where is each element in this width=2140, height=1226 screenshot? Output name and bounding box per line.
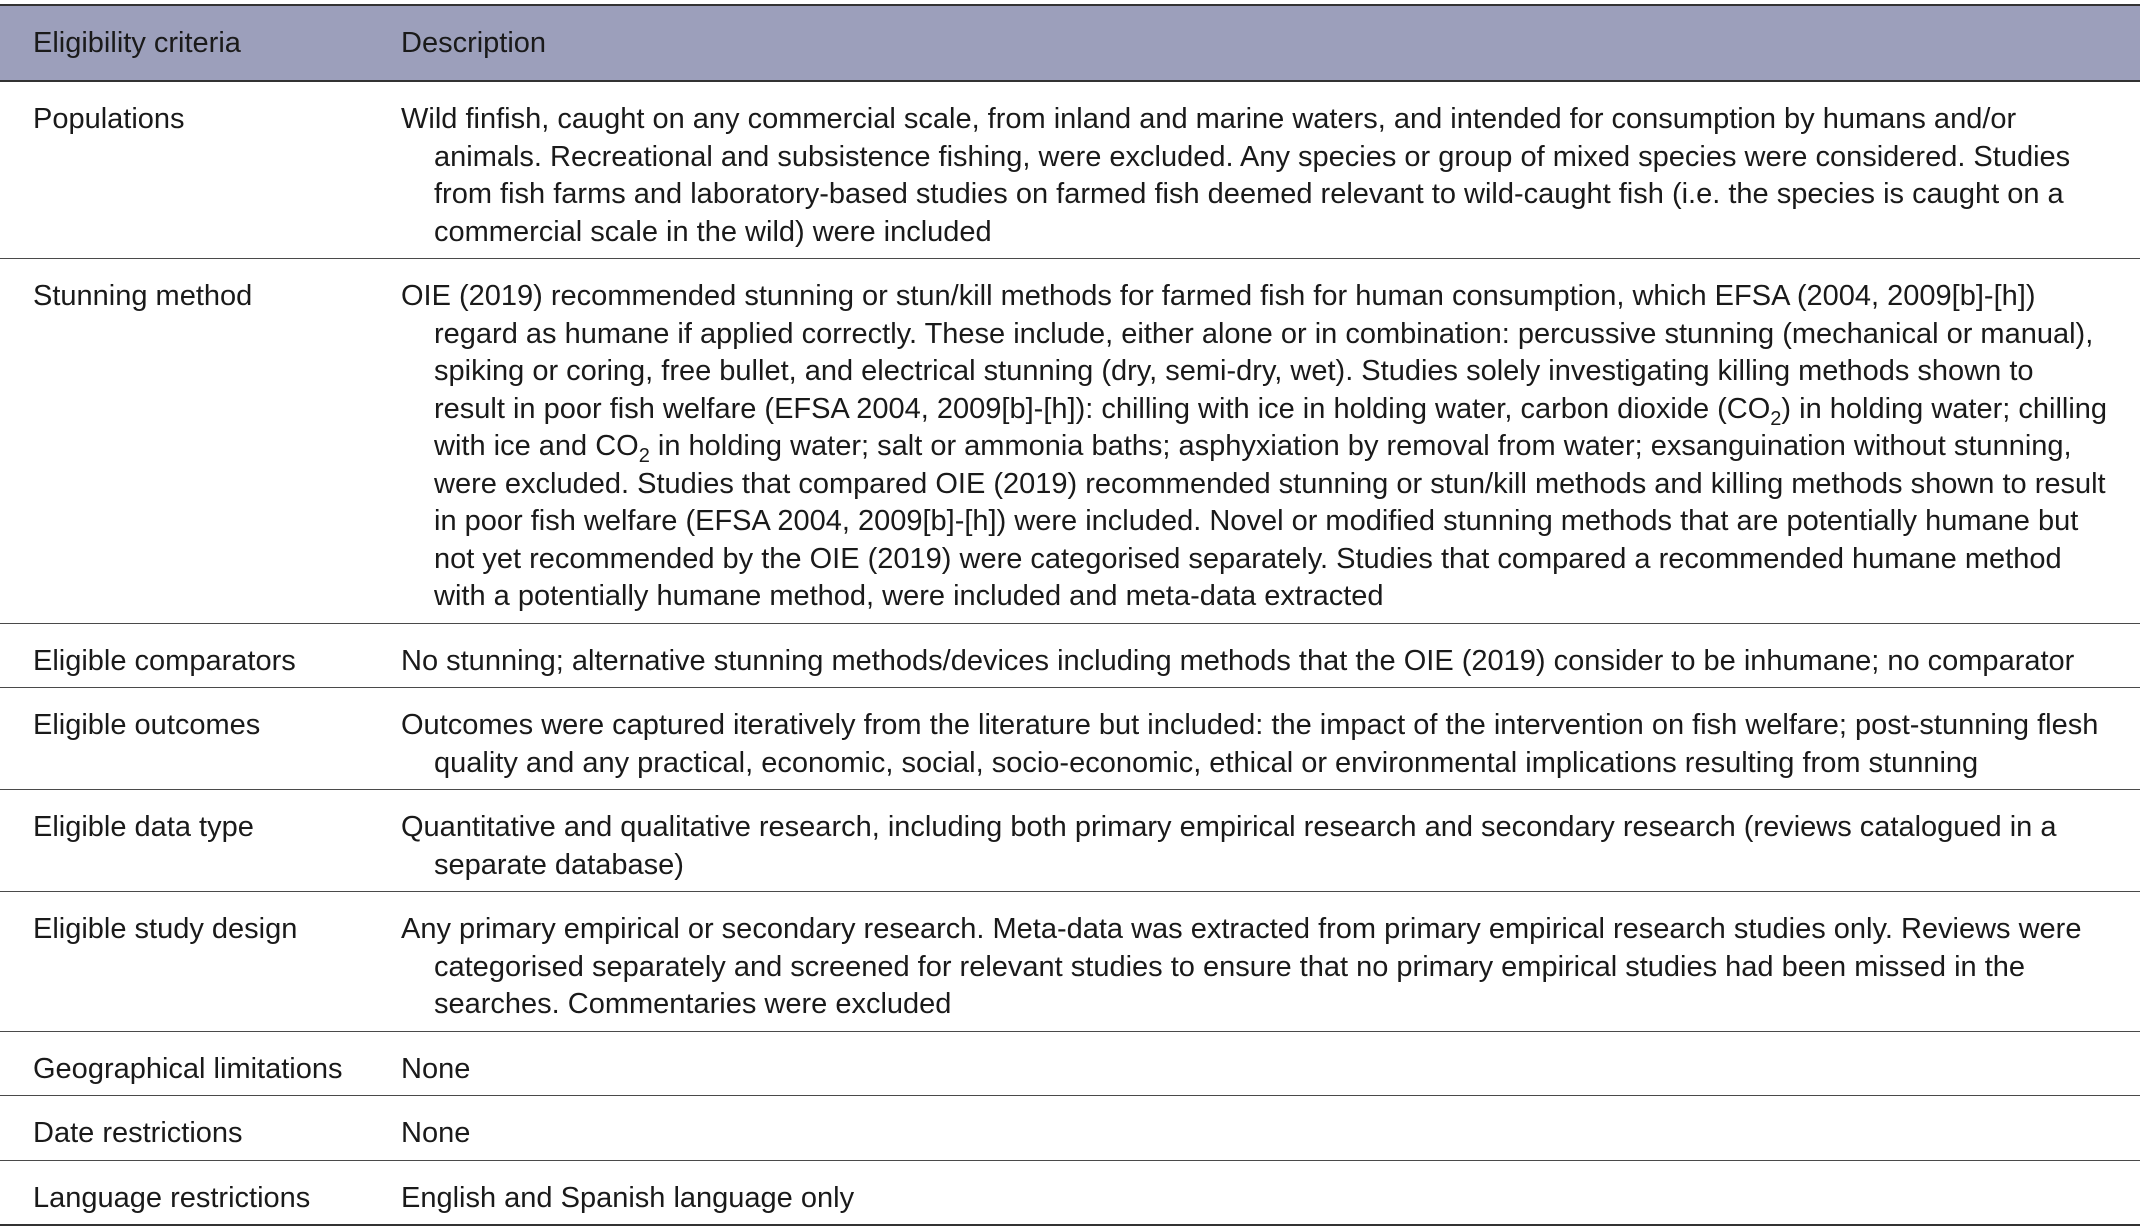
table-row-language-restrictions: [0, 1160, 2140, 1225]
criteria-cell: Date restrictions: [0, 1096, 368, 1161]
description-cell: [368, 259, 2140, 624]
criteria-cell: Eligible outcomes: [0, 688, 368, 790]
criteria-cell: Language restrictions: [0, 1160, 368, 1225]
description-cell: [368, 688, 2140, 790]
header-description: Description: [368, 5, 2140, 81]
subscript-2: 2: [1770, 407, 1782, 430]
table-body: [0, 81, 2140, 1225]
header-eligibility-criteria: Eligibility criteria: [0, 5, 368, 81]
table-row-date-restrictions: [0, 1096, 2140, 1161]
description-part: in holding water; salt or ammonia baths; asphyxiation by removal from water; exsanguination without stunning, were excluded. Studies that compared OIE (2019) recommended stunning or stun/kill methods and killing methods shown to result in poor fish welfare (EFSA 2004, 2009[b]-[h]) were included. Novel or modified stunning methods that are potentially humane but not yet recommended by the OIE (2019) were categorised separately. Studies that compared a recommended humane method with a potentially humane method, were included and meta-data extracted: [434, 430, 2106, 612]
criteria-cell: Eligible comparators: [0, 623, 368, 688]
table-row-eligible-data-type: [0, 790, 2140, 892]
table-header: [0, 5, 2140, 81]
description-text: English and Spanish language only: [401, 1181, 855, 1214]
criteria-cell: Stunning method: [0, 259, 368, 624]
description-text: None: [401, 1052, 471, 1085]
description-cell: [368, 790, 2140, 892]
eligibility-table: [0, 4, 2140, 1226]
criteria-cell: Geographical limitations: [0, 1031, 368, 1096]
description-cell: [368, 892, 2140, 1032]
description-text: No stunning; alternative stunning methods/devices including methods that the OIE (2019) consider to be inhumane; no comparator: [401, 644, 2075, 677]
criteria-cell: Eligible study design: [0, 892, 368, 1032]
description-text: [401, 278, 2110, 616]
header-row: [0, 5, 2140, 81]
table-row-populations: [0, 81, 2140, 259]
description-text: Quantitative and qualitative research, including both primary empirical research and secondary research (reviews catalogued in a separate database): [401, 811, 2057, 881]
description-text: None: [401, 1117, 471, 1149]
description-text: Any primary empirical or secondary research. Meta-data was extracted from primary empirical research studies only. Reviews were categorised separately and screened for relevant studies to ensure that no primary empirical studies had been missed in the searches. Commentaries were excluded: [401, 913, 2082, 1020]
table-row-eligible-outcomes: [0, 688, 2140, 790]
table-row-geographical-limitations: [0, 1031, 2140, 1096]
criteria-cell: Eligible data type: [0, 790, 368, 892]
subscript-2: 2: [638, 444, 650, 467]
table-row-eligible-study-design: [0, 892, 2140, 1032]
description-part: ) in holding water; chilling with ice and CO: [434, 392, 2108, 462]
description-text: Wild finfish, caught on any commercial scale, from inland and marine waters, and intended for consumption by humans and/or animals. Recreational and subsistence fishing, were excluded. Any species or group of mixed species were considered. Studies from fish farms and laboratory-based studies on farmed fish deemed relevant to wild-caught fish (i.e. the species is caught on a commercial scale in the wild) were included: [401, 103, 2071, 248]
description-cell: [368, 623, 2140, 688]
description-cell: [368, 1160, 2140, 1225]
description-cell: [368, 1031, 2140, 1096]
description-text: Outcomes were captured iteratively from the literature but included: the impact of the intervention on fish welfare; post-stunning flesh quality and any practical, economic, social, socio-economic, ethical or environmental implications resulting from stunning: [401, 709, 2099, 779]
description-cell: [368, 81, 2140, 259]
description-part: OIE (2019) recommended stunning or stun/kill methods for farmed fish for human consumption, which EFSA (2004, 2009[b]-[h]) regard as humane if applied correctly. These include, either alone or in combination: percussive stunning (mechanical or manual), spiking or coring, free bullet, and electrical stunning (dry, semi-dry, wet). Studies solely investigating killing methods shown to result in poor fish welfare (EFSA 2004, 2009[b]-[h]): chilling with ice in holding water, carbon dioxide (CO: [401, 280, 2094, 425]
criteria-cell: Populations: [0, 81, 368, 259]
table-row-eligible-comparators: [0, 623, 2140, 688]
table-row-stunning-method: [0, 259, 2140, 624]
description-cell: [368, 1096, 2140, 1161]
